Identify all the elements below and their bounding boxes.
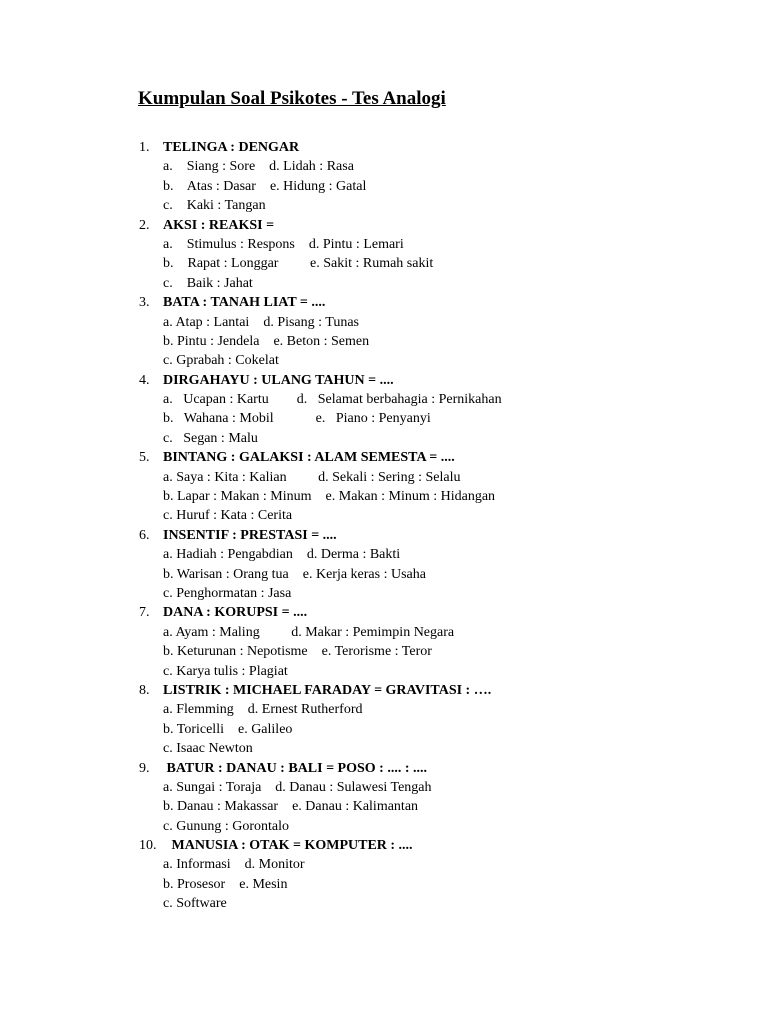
option-line [139,429,739,448]
option-text: e. Piano : Penyanyi [315,411,431,427]
question-4 [139,371,739,449]
question-number: 9. [139,760,150,776]
question-text: AKSI : REAKSI = [163,217,275,233]
option-text: d. Derma : Bakti [306,547,401,563]
question-number: 2. [139,217,150,233]
option-line [139,623,739,642]
option-text: b. Toricelli [163,721,238,737]
option-text: e. Danau : Kalimantan [292,799,419,815]
option-text: e. Galileo [237,721,293,737]
option-text: b. Pintu : Jendela [163,333,274,349]
question-5 [139,448,739,526]
question-number: 4. [139,372,150,388]
question-text: BATUR : DANAU : BALI = POSO : .... : .... [163,760,427,776]
option-text: a. Informasi [163,857,245,873]
option-text: c. Kaki : Tangan [163,198,266,214]
question-text: DIRGAHAYU : ULANG TAHUN = .... [163,372,394,388]
option-text: d. Lidah : Rasa [269,159,354,175]
question-number: 8. [139,682,150,698]
option-line [139,506,739,525]
document-title: Kumpulan Soal Psikotes - Tes Analogi [138,88,446,109]
question-text: BATA : TANAH LIAT = .... [163,295,326,311]
option-line [139,313,739,332]
question-line [139,603,739,622]
question-line [139,216,739,235]
question-2 [139,216,739,294]
option-line [139,196,739,215]
question-number: 3. [139,295,150,311]
question-10 [139,836,739,914]
question-text: DANA : KORUPSI = .... [163,605,308,621]
question-1 [139,138,739,216]
option-line [139,351,739,370]
option-text: b. Lapar : Makan : Minum [163,489,326,505]
option-line [139,274,739,293]
option-text: e. Makan : Minum : Hidangan [325,489,496,505]
question-line [139,448,739,467]
question-line [139,681,739,700]
question-8 [139,681,739,759]
option-text: b. Prosesor [163,876,240,892]
option-text: d. Selamat berbahagia : Pernikahan [296,392,502,408]
question-number: 1. [139,140,150,155]
option-line [139,797,739,816]
option-line [139,565,739,584]
option-line [139,235,739,254]
option-text: c. Software [163,896,227,912]
option-text: b. Wahana : Mobil [163,411,316,427]
option-line [139,778,739,797]
question-number: 7. [139,605,150,621]
question-number: 10. [139,838,157,854]
question-text: INSENTIF : PRESTASI = .... [163,527,337,543]
option-text: e. Terorisme : Teror [321,644,432,660]
option-line [139,817,739,836]
option-text: a. Flemming [163,702,248,718]
option-line [139,642,739,661]
option-text: a. Siang : Sore [163,159,270,175]
option-text: a. Stimulus : Respons [163,236,309,252]
option-text: c. Karya tulis : Plagiat [163,663,288,679]
option-text: c. Baik : Jahat [163,275,253,291]
question-text: BINTANG : GALAKSI : ALAM SEMESTA = .... [163,450,455,466]
question-list [139,138,739,914]
option-line [139,487,739,506]
option-text: b. Rapat : Longgar [163,256,310,272]
option-line [139,720,739,739]
option-line [139,332,739,351]
option-text: b. Keturunan : Nepotisme [163,644,322,660]
option-text: e. Kerja keras : Usaha [302,566,426,582]
option-text: e. Sakit : Rumah sakit [309,256,434,272]
option-text: c. Segan : Malu [163,430,258,446]
question-line [139,526,739,545]
option-text: c. Isaac Newton [163,741,253,757]
option-line [139,739,739,758]
option-line [139,584,739,603]
option-line [139,855,739,874]
option-text: e. Beton : Semen [273,333,370,349]
option-text: a. Ayam : Maling [163,624,292,640]
question-line [139,138,739,157]
option-line [139,177,739,196]
option-line [139,468,739,487]
question-line [139,371,739,390]
question-text: TELINGA : DENGAR [163,140,300,155]
option-text: d. Danau : Sulawesi Tengah [275,779,432,795]
option-line [139,875,739,894]
question-7 [139,603,739,681]
option-text: a. Atap : Lantai [163,314,264,330]
question-3 [139,293,739,371]
option-line [139,894,739,913]
option-text: c. Gunung : Gorontalo [163,818,289,834]
option-text: c. Penghormatan : Jasa [163,585,292,601]
option-text: a. Hadiah : Pengabdian [163,547,307,563]
option-text: b. Atas : Dasar [163,178,270,194]
option-text: d. Pisang : Tunas [263,314,360,330]
option-text: d. Sekali : Sering : Selalu [318,469,461,485]
option-text: d. Pintu : Lemari [308,236,404,252]
option-line [139,545,739,564]
option-line [139,157,739,176]
option-text: a. Saya : Kita : Kalian [163,469,319,485]
option-line [139,409,739,428]
question-9 [139,759,739,837]
option-text: c. Huruf : Kata : Cerita [163,508,293,524]
option-text: a. Sungai : Toraja [163,779,276,795]
option-line [139,662,739,681]
option-text: b. Warisan : Orang tua [163,566,303,582]
question-number: 6. [139,527,150,543]
question-number: 5. [139,450,150,466]
question-6 [139,526,739,604]
question-text: LISTRIK : MICHAEL FARADAY = GRAVITASI : …. [163,682,492,698]
option-text: e. Mesin [239,876,288,892]
question-line [139,293,739,312]
option-text: d. Monitor [244,857,305,873]
option-text: d. Makar : Pemimpin Negara [291,624,455,640]
question-line [139,759,739,778]
option-text: b. Danau : Makassar [163,799,293,815]
option-text: d. Ernest Rutherford [247,702,363,718]
option-line [139,390,739,409]
option-text: e. Hidung : Gatal [269,178,367,194]
question-text: MANUSIA : OTAK = KOMPUTER : .... [168,838,413,854]
option-text: a. Ucapan : Kartu [163,392,297,408]
question-line [139,836,739,855]
option-text: c. Gprabah : Cokelat [163,353,279,369]
option-line [139,700,739,719]
option-line [139,254,739,273]
